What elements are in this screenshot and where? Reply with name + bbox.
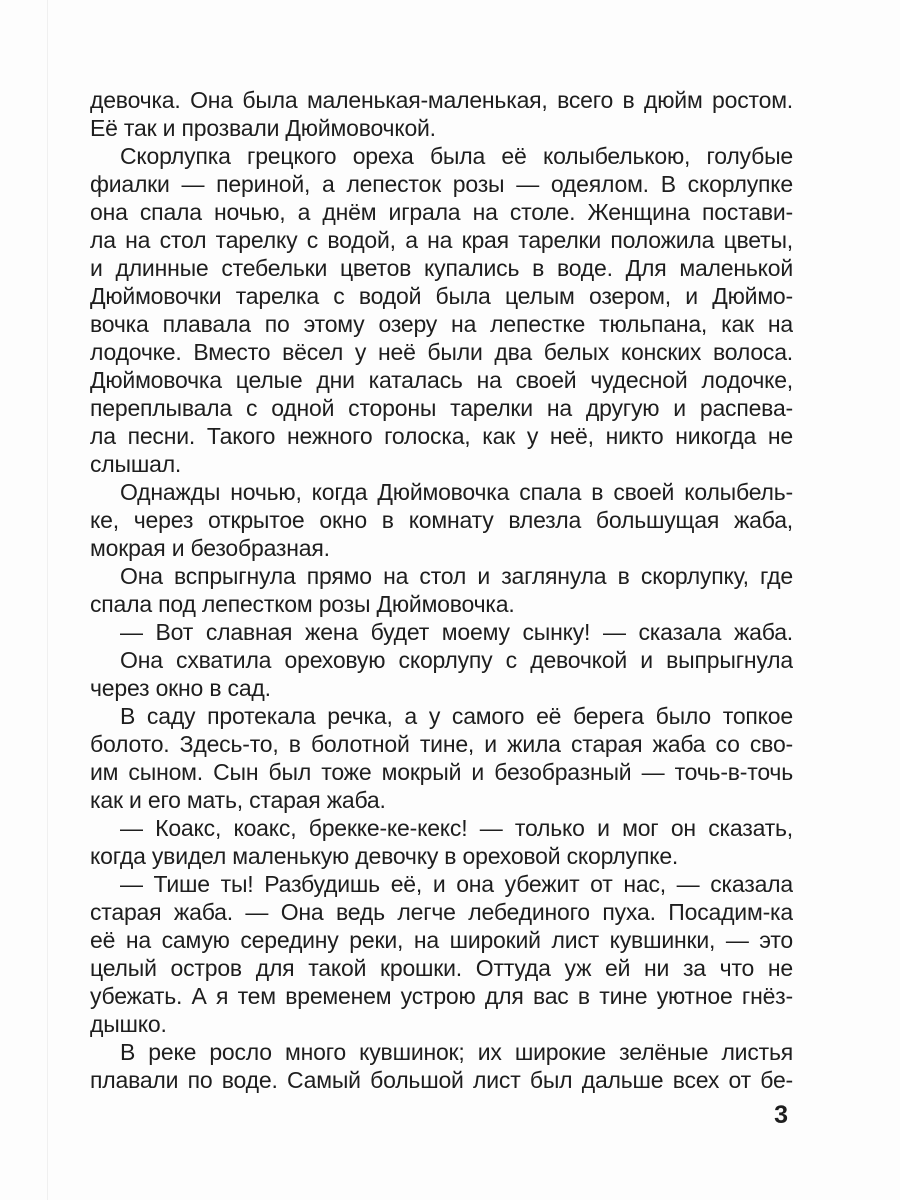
text-line: болото. Здесь-то, в болотной тине, и жила старая жаба со сво- (90, 731, 793, 757)
text-line: переплывала с одной стороны тарелки на другую и распева- (90, 395, 793, 421)
text-line: им сыном. Сын был тоже мокрый и безобразный — точь-в-точь (90, 759, 793, 785)
text-line: её на самую середину реки, на широкий лист кувшинки, — это (90, 927, 793, 953)
text-line: убежать. А я тем временем устрою для вас в тине уютное гнёз- (90, 983, 793, 1009)
text-line: целый остров для такой крошки. Оттуда уж ей ни за что не (90, 955, 793, 981)
text-line: слышал. (90, 451, 182, 477)
text-line: — Тише ты! Разбудишь её, и она убежит от нас, — сказала (120, 871, 793, 897)
text-line: через окно в сад. (90, 675, 271, 701)
text-line: когда увидел маленькую девочку в ореховой скорлупке. (90, 843, 679, 869)
text-line: В реке росло много кувшинок; их широкие зелёные листья (120, 1039, 793, 1065)
text-line: — Вот славная жена будет моему сынку! — сказала жаба. (120, 619, 793, 645)
text-line: как и его мать, старая жаба. (90, 787, 386, 813)
text-line: фиалки — периной, а лепесток розы — одеялом. В скорлупке (90, 171, 793, 197)
text-line: ке, через открытое окно в комнату влезла большущая жаба, (90, 507, 793, 533)
text-line: Дюймовочки тарелка с водой была целым озером, и Дюймо- (90, 283, 793, 309)
text-line: Она вспрыгнула прямо на стол и заглянула в скорлупку, где (120, 563, 793, 589)
text-line: — Коакс, коакс, брекке-ке-кекс! — только и мог он сказать, (120, 815, 793, 841)
text-line: Дюймовочка целые дни каталась на своей чудесной лодочке, (90, 367, 793, 393)
text-line: мокрая и безобразная. (90, 535, 330, 561)
text-line: спала под лепестком розы Дюймовочка. (90, 591, 515, 617)
text-line: Её так и прозвали Дюймовочкой. (90, 115, 436, 141)
text-line: Она схватила ореховую скорлупу с девочкой и выпрыгнула (120, 647, 793, 673)
text-line: вочка плавала по этому озеру на лепестке тюльпана, как на (90, 311, 793, 337)
text-line: девочка. Она была маленькая-маленькая, всего в дюйм ростом. (90, 87, 793, 113)
text-line: старая жаба. — Она ведь легче лебединого пуха. Посадим-ка (90, 899, 793, 925)
text-line: ла на стол тарелку с водой, а на края тарелки положила цветы, (90, 227, 793, 253)
text-line: В саду протекала речка, а у самого её берега было топкое (120, 703, 793, 729)
page-number: 3 (774, 1101, 788, 1129)
text-line: ла песни. Такого нежного голоска, как у неё, никто никогда не (90, 423, 793, 449)
text-line: лодочке. Вместо вёсел у неё были два белых конских волоса. (90, 339, 793, 365)
text-line: плавали по воде. Самый большой лист был дальше всех от бе- (90, 1067, 793, 1093)
page-text (90, 86, 793, 1094)
text-line: она спала ночью, а днём играла на столе. Женщина постави- (90, 199, 793, 225)
text-line: дышко. (90, 1011, 167, 1037)
text-line: Скорлупка грецкого ореха была её колыбелькою, голубые (120, 143, 793, 169)
text-line: и длинные стебельки цветов купались в воде. Для маленькой (90, 255, 793, 281)
page-edge-line (47, 0, 48, 1200)
text-line: Однажды ночью, когда Дюймовочка спала в своей колыбель- (120, 479, 793, 505)
